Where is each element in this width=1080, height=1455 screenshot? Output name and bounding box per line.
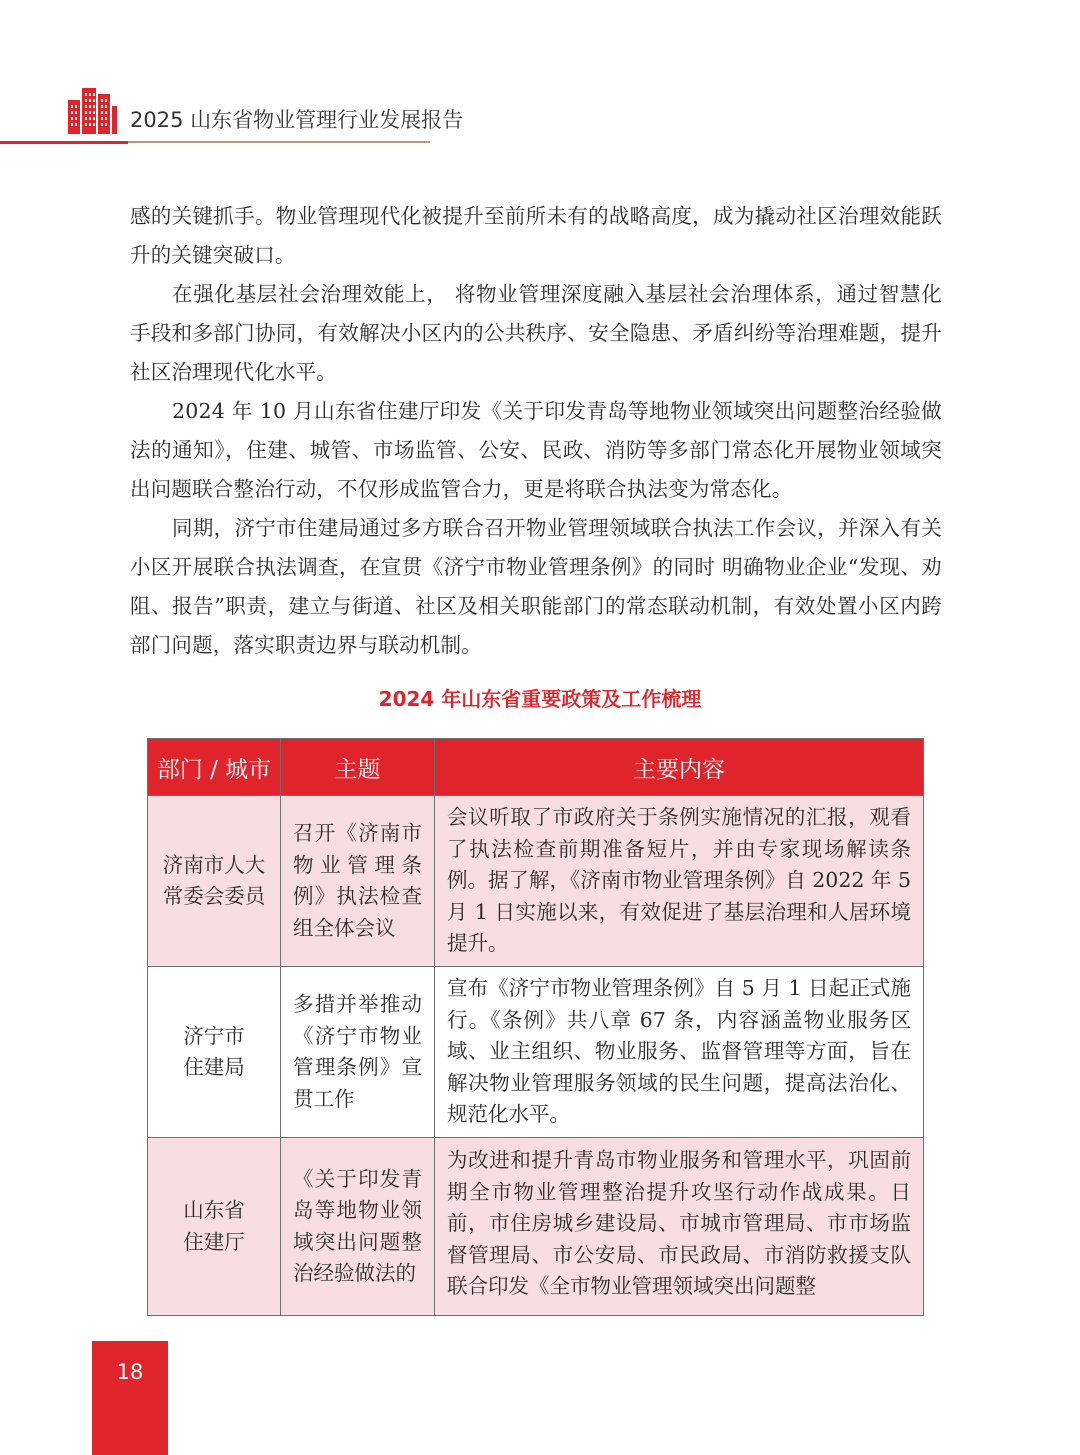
column-header-topic: 主题 [281, 739, 435, 796]
cell-dept [148, 1138, 281, 1316]
table-row [148, 967, 924, 1138]
cell-topic: 多措并举推动《济宁市物业管理条例》宣贯工作 [281, 967, 435, 1138]
building-logo-icon [66, 86, 118, 136]
column-header-dept: 部门 / 城市 [148, 739, 281, 796]
dept-text: 山东省住建厅 [183, 1198, 245, 1254]
header-red-rule [0, 141, 128, 144]
report-title: 2025 山东省物业管理行业发展报告 [130, 108, 464, 132]
header-gold-rule [128, 141, 430, 143]
cell-content: 会议听取了市政府关于条例实施情况的汇报，观看了执法检查前期准备短片，并由专家现场解读条例。据了解，《济南市物业管理条例》自 2022 年 5 月 1 日实施以来，有效促进了基层治理和人居环境提升。 [435, 796, 924, 967]
body-text [130, 197, 942, 665]
paragraph: 在强化基层社会治理效能上， 将物业管理深度融入基层社会治理体系，通过智慧化手段和多部门协同，有效解决小区内的公共秩序、安全隐患、矛盾纠纷等治理难题，提升社区治理现代化水平。 [130, 282, 942, 384]
cell-dept [148, 967, 281, 1138]
paragraph: 2024 年 10 月山东省住建厅印发《关于印发青岛等地物业领域突出问题整治经验做法的通知》，住建、城管、市场监管、公安、民政、消防等多部门常态化开展物业领域突出问题联合整治行动，不仅形成监管合力，更是将联合执法变为常态化。 [130, 399, 942, 501]
table-header-row [148, 739, 924, 796]
cell-dept: 济南市人大常委会委员 [148, 796, 281, 967]
cell-topic: 《关于印发青岛等地物业领域突出问题整治经验做法的 [281, 1138, 435, 1316]
table-caption: 2024 年山东省重要政策及工作梳理 [378, 687, 702, 711]
cell-content: 宣布《济宁市物业管理条例》自 5 月 1 日起正式施行。《条例》共八章 67 条，内容涵盖物业服务区域、业主组织、物业服务、监督管理等方面，旨在解决物业管理服务领域的民生问题，提高法治化、规范化水平。 [435, 967, 924, 1138]
table-row [148, 796, 924, 967]
page-number-box [92, 1341, 168, 1455]
page-number: 18 [116, 1360, 144, 1384]
paragraph: 同期，济宁市住建局通过多方联合召开物业管理领域联合执法工作会议，并深入有关小区开展联合执法调查，在宣贯《济宁市物业管理条例》的同时 明确物业企业“发现、劝阻、报告”职责，建立与街道、社区及相关职能部门的常态联动机制，有效处置小区内跨部门问题，落实职责边界与联动机制。 [130, 516, 942, 657]
column-header-content: 主要内容 [435, 739, 924, 796]
paragraph: 感的关键抓手。物业管理现代化被提升至前所未有的战略高度，成为撬动社区治理效能跃升的关键突破口。 [130, 204, 942, 267]
dept-text: 济宁市住建局 [183, 1023, 245, 1079]
cell-topic: 召开《济南市物业管理条例》执法检查组全体会议 [281, 796, 435, 967]
policy-table [147, 738, 924, 1316]
table-row [148, 1138, 924, 1316]
cell-content: 为改进和提升青岛市物业服务和管理水平，巩固前期全市物业管理整治提升攻坚行动作战成果。日前，市住房城乡建设局、市城市管理局、市市场监督管理局、市公安局、市民政局、市消防救援支队联合印发《全市物业管理领域突出问题整 [435, 1138, 924, 1316]
